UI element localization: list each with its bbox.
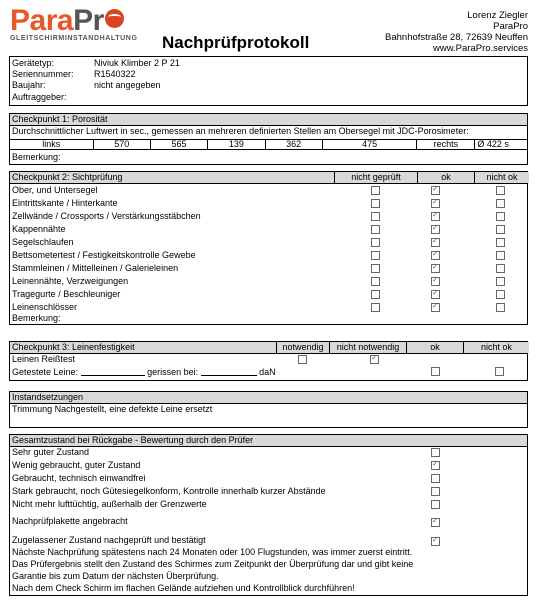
torn-at-field[interactable] bbox=[201, 367, 257, 376]
page-title: Nachprüfprotokoll bbox=[162, 33, 310, 52]
not-ok-checkbox[interactable] bbox=[496, 303, 505, 312]
device-info-box bbox=[9, 56, 528, 106]
condition-checkbox[interactable] bbox=[431, 461, 440, 470]
logo-tagline: GLEITSCHIRMINSTANDHALTUNG bbox=[10, 35, 138, 42]
device-label: Gerätetyp: bbox=[12, 58, 55, 68]
porosity-cell: links bbox=[10, 140, 94, 150]
not-ok-checkbox[interactable] bbox=[496, 225, 505, 234]
visual-check-label: Bettsometertest / Festigkeitskontrolle Gewebe bbox=[12, 250, 196, 260]
note-line: Das Prüfergebnis stellt den Zustand des Schirmes zum Zeitpunkt der Überprüfung dar und gibt keine bbox=[12, 559, 414, 569]
visual-check-label: Segelschlaufen bbox=[12, 237, 74, 247]
overall-header: Gesamtzustand bei Rückgabe - Bewertung durch den Prüfer bbox=[10, 435, 527, 447]
logo-brand-b: Pr bbox=[73, 4, 104, 37]
not-ok-checkbox[interactable] bbox=[496, 199, 505, 208]
ok-checkbox[interactable] bbox=[431, 199, 440, 208]
device-label: Seriennummer: bbox=[12, 69, 74, 79]
visual-check-label: Tragegurte / Beschleuniger bbox=[12, 289, 121, 299]
porosity-description: Durchschnittlicher Luftwert in sec., gemessen an mehreren definierten Stellen am Obersegel mit JDC-Porosimeter: bbox=[12, 126, 469, 136]
not-ok-checkbox[interactable] bbox=[496, 212, 505, 221]
ok-checkbox[interactable] bbox=[431, 367, 440, 376]
paraglider-ball-icon bbox=[105, 9, 124, 28]
condition-label: Gebraucht, technisch einwandfrei bbox=[12, 473, 146, 483]
not-required-checkbox[interactable] bbox=[370, 355, 379, 364]
checkpoint-3-box bbox=[9, 341, 528, 381]
visual-check-label: Stammleinen / Mittelleinen / Galerieleinen bbox=[12, 263, 179, 273]
col-not-checked: nicht geprüft bbox=[334, 172, 417, 183]
address-website: www.ParaPro.services bbox=[432, 43, 528, 54]
not-checked-checkbox[interactable] bbox=[371, 238, 380, 247]
col-required: notwendig bbox=[276, 342, 329, 353]
visual-check-label: Kappennähte bbox=[12, 224, 66, 234]
checkpoint-3-header: Checkpunkt 3: Leinenfestigkeit bbox=[10, 342, 527, 354]
device-label: Baujahr: bbox=[12, 80, 46, 90]
note-line: Garantie bis zum Datum der nächsten Überprüfung. bbox=[12, 571, 219, 581]
device-value: Niviuk Klimber 2 P 21 bbox=[94, 58, 180, 68]
tested-line-label: Getestete Leine: bbox=[12, 367, 79, 377]
visual-check-label: Eintrittskante / Hinterkante bbox=[12, 198, 118, 208]
company-logo bbox=[10, 4, 138, 42]
force-unit: daN bbox=[259, 367, 276, 377]
checkpoint-1-header: Checkpunkt 1: Porosität bbox=[10, 114, 527, 126]
overall-condition-box bbox=[9, 434, 528, 596]
not-checked-checkbox[interactable] bbox=[371, 212, 380, 221]
condition-checkbox[interactable] bbox=[431, 487, 440, 496]
porosity-cell: 475 bbox=[322, 140, 417, 150]
tested-line-row bbox=[12, 367, 276, 378]
device-value: R1540322 bbox=[94, 69, 136, 79]
plakette-checkbox[interactable] bbox=[431, 518, 440, 527]
ok-checkbox[interactable] bbox=[431, 225, 440, 234]
ok-checkbox[interactable] bbox=[431, 264, 440, 273]
repairs-box bbox=[9, 391, 528, 428]
checkpoint-2-header: Checkpunkt 2: Sichtprüfung bbox=[10, 172, 527, 184]
device-value: nicht angegeben bbox=[94, 80, 161, 90]
approved-checkbox[interactable] bbox=[431, 537, 440, 546]
col-not-ok: nicht ok bbox=[474, 172, 529, 183]
company-address bbox=[385, 10, 528, 54]
not-ok-checkbox[interactable] bbox=[496, 290, 505, 299]
checkpoint-1-remarks-label: Bemerkung: bbox=[12, 152, 61, 162]
condition-label: Sehr guter Zustand bbox=[12, 447, 90, 457]
condition-checkbox[interactable] bbox=[431, 474, 440, 483]
condition-checkbox[interactable] bbox=[431, 500, 440, 509]
porosity-cell: rechts bbox=[417, 140, 475, 150]
plakette-label: Nachprüfplakette angebracht bbox=[12, 516, 128, 526]
not-checked-checkbox[interactable] bbox=[371, 303, 380, 312]
note-line: Nächste Nachprüfung spätestens nach 24 Monaten oder 100 Flugstunden, was immer zuerst eintritt. bbox=[12, 547, 413, 557]
col-not-required: nicht notwendig bbox=[329, 342, 406, 353]
col-ok: ok bbox=[417, 172, 474, 183]
visual-check-label: Ober, und Untersegel bbox=[12, 185, 98, 195]
address-line: Lorenz Ziegler bbox=[467, 10, 528, 21]
approved-label: Zugelassener Zustand nachgeprüft und bestätigt bbox=[12, 535, 206, 545]
porosity-cell: 570 bbox=[93, 140, 150, 150]
not-ok-checkbox[interactable] bbox=[496, 264, 505, 273]
col-not-ok: nicht ok bbox=[463, 342, 529, 353]
checkpoint-1-box bbox=[9, 113, 528, 165]
logo-brand-a: Para bbox=[10, 4, 74, 37]
not-checked-checkbox[interactable] bbox=[371, 186, 380, 195]
porosity-cell: 565 bbox=[150, 140, 207, 150]
tested-line-field[interactable] bbox=[81, 367, 145, 376]
address-line: ParaPro bbox=[493, 21, 528, 32]
not-ok-checkbox[interactable] bbox=[495, 367, 504, 376]
device-row bbox=[12, 58, 54, 69]
ok-checkbox[interactable] bbox=[431, 238, 440, 247]
ok-checkbox[interactable] bbox=[431, 251, 440, 260]
not-ok-checkbox[interactable] bbox=[496, 251, 505, 260]
porosity-cell: 362 bbox=[265, 140, 322, 150]
ok-checkbox[interactable] bbox=[431, 290, 440, 299]
col-ok: ok bbox=[406, 342, 463, 353]
line-tear-test-label: Leinen Reißtest bbox=[12, 354, 76, 364]
condition-label: Nicht mehr lufttüchtig, außerhalb der Grenzwerte bbox=[12, 499, 207, 509]
not-ok-checkbox[interactable] bbox=[496, 277, 505, 286]
device-label: Auftraggeber: bbox=[12, 92, 67, 102]
repairs-header: Instandsetzungen bbox=[10, 392, 527, 404]
repairs-text: Trimmung Nachgestellt, eine defekte Leine ersetzt bbox=[12, 404, 213, 414]
not-checked-checkbox[interactable] bbox=[371, 251, 380, 260]
visual-check-label: Zellwände / Crossports / Verstärkungsstäbchen bbox=[12, 211, 201, 221]
visual-check-label: Leinenschlösser bbox=[12, 302, 78, 312]
not-checked-checkbox[interactable] bbox=[371, 290, 380, 299]
torn-at-label: gerissen bei: bbox=[147, 367, 199, 377]
not-ok-checkbox[interactable] bbox=[496, 186, 505, 195]
ok-checkbox[interactable] bbox=[431, 212, 440, 221]
porosity-average: Ø 422 s bbox=[475, 140, 528, 150]
not-ok-checkbox[interactable] bbox=[496, 238, 505, 247]
required-checkbox[interactable] bbox=[298, 355, 307, 364]
checkpoint-2-box bbox=[9, 171, 528, 325]
not-checked-checkbox[interactable] bbox=[371, 225, 380, 234]
address-line: Bahnhofstraße 28, 72639 Neuffen bbox=[385, 32, 528, 43]
checkpoint-2-remarks-label: Bemerkung: bbox=[12, 313, 61, 323]
ok-checkbox[interactable] bbox=[431, 303, 440, 312]
visual-check-label: Leinennähte, Verzweigungen bbox=[12, 276, 129, 286]
not-checked-checkbox[interactable] bbox=[371, 199, 380, 208]
not-checked-checkbox[interactable] bbox=[371, 277, 380, 286]
porosity-cell: 139 bbox=[208, 140, 265, 150]
ok-checkbox[interactable] bbox=[431, 277, 440, 286]
note-line: Nach dem Check Schirm im flachen Gelände aufziehen und Kontrollblick durchführen! bbox=[12, 583, 355, 593]
ok-checkbox[interactable] bbox=[431, 186, 440, 195]
condition-label: Stark gebraucht, noch Gütesiegelkonform, Kontrolle innerhalb kurzer Abstände bbox=[12, 486, 326, 496]
porosity-table bbox=[9, 139, 528, 150]
not-checked-checkbox[interactable] bbox=[371, 264, 380, 273]
condition-checkbox[interactable] bbox=[431, 448, 440, 457]
condition-label: Wenig gebraucht, guter Zustand bbox=[12, 460, 141, 470]
